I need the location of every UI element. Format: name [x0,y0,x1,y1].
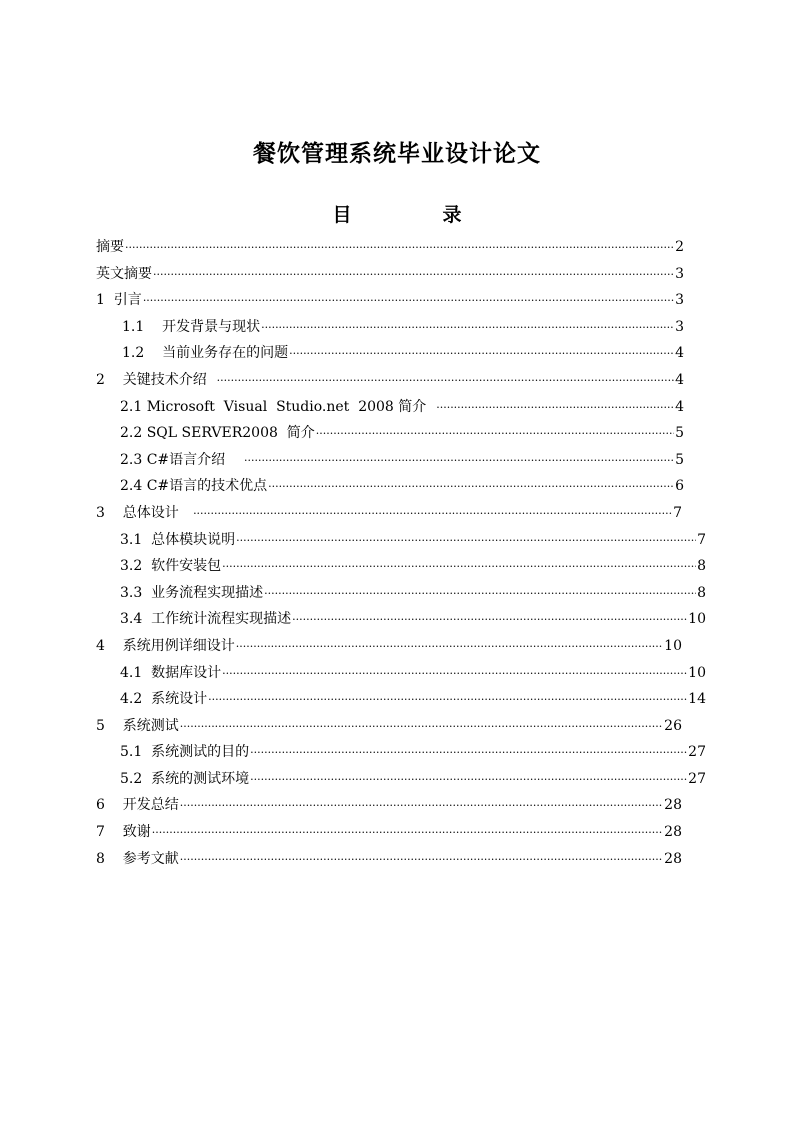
toc-entry [96,608,706,635]
toc-entry-label: 5.2 系统的测试环境 [120,770,250,787]
toc-dot-leader [222,667,687,680]
toc-entry-page-number: 5 [675,425,684,442]
toc-entry-page-number: 4 [675,345,684,362]
toc-entry-page-number: 27 [688,770,706,787]
toc-entry-page-number: 3 [675,265,684,282]
toc-entry-page-number: 10 [664,637,682,654]
toc-entry [96,662,706,689]
toc-dot-leader [264,587,696,600]
toc-entry [96,688,706,715]
toc-entry-label: 1 引言 [96,292,142,309]
toc-entry-page-number: 26 [664,717,682,734]
toc-dot-leader [153,268,674,281]
toc-entry [96,768,706,795]
toc-entry-label: 1.2 当前业务存在的问题 [122,345,289,362]
toc-entry [96,821,682,848]
toc-entry-label: 英文摘要 [96,265,152,282]
toc-entry-page-number: 8 [697,584,706,601]
toc-entry-label: 5.1 系统测试的目的 [120,744,250,761]
toc-entry [96,502,682,529]
toc-entry-label: 3.4 工作统计流程实现描述 [120,611,292,628]
toc-entry [96,848,682,875]
toc-dot-leader [222,560,696,573]
toc-entry [96,475,684,502]
toc-entry-page-number: 10 [688,611,706,628]
toc-entry [96,263,684,290]
toc-entry-label: 摘要 [96,239,124,255]
toc-dot-leader [268,480,674,493]
toc-entry [96,529,706,556]
document-title: 餐饮管理系统毕业设计论文 [253,140,541,167]
toc-dot-leader [289,347,674,360]
toc-dot-leader [143,294,674,307]
toc-dot-leader [217,374,674,387]
toc-entry-label: 2.4 C#语言的技术优点 [120,478,268,495]
toc-entry-label: 8 参考文献 [96,850,179,867]
toc-entry [96,635,682,662]
toc-entry-label: 4.1 数据库设计 [120,664,222,681]
toc-entry [96,555,706,582]
toc-dot-leader [180,720,663,733]
toc-entry [96,582,706,609]
toc-entry [96,449,684,476]
toc-dot-leader [250,773,687,786]
toc-dot-leader [193,507,672,520]
toc-entry-label: 7 致谢 [96,824,151,841]
toc-entry-label: 3.1 总体模块说明 [120,531,236,548]
toc-entry [96,236,684,263]
toc-entry-label: 6 开发总结 [96,797,179,814]
toc-entry-page-number: 3 [675,318,684,335]
toc-dot-leader [236,640,663,653]
toc-entry [96,316,684,343]
toc-dot-leader [152,826,663,839]
toc-entry-page-number: 27 [688,744,706,761]
table-of-contents [96,236,706,874]
toc-entry-page-number: 4 [675,371,684,388]
toc-entry [96,794,682,821]
toc-dot-leader [180,799,663,812]
toc-dot-leader [125,241,674,254]
toc-entry-label: 2.1 Microsoft Visual Studio.net 2008 简介 [120,398,436,415]
toc-entry-label: 1.1 开发背景与现状 [122,318,261,335]
toc-entry [96,741,706,768]
toc-entry-page-number: 6 [675,478,684,495]
toc-entry-page-number: 2 [675,239,684,255]
toc-entry-label: 4.2 系统设计 [120,691,208,708]
toc-entry-page-number: 28 [664,797,682,814]
toc-entry-page-number: 5 [675,451,684,468]
toc-entry-page-number: 8 [697,558,706,575]
toc-dot-leader [236,534,696,547]
toc-entry [96,396,684,423]
toc-dot-leader [292,613,687,626]
toc-entry-page-number: 10 [688,664,706,681]
toc-entry [96,369,684,396]
toc-dot-leader [436,401,674,414]
toc-entry-label: 2.3 C#语言介绍 [120,451,243,468]
toc-dot-leader [180,853,663,866]
toc-dot-leader [261,321,674,334]
toc-entry-page-number: 7 [673,504,682,521]
toc-entry-label: 3 总体设计 [96,504,193,521]
toc-entry [96,422,684,449]
toc-entry-page-number: 28 [664,850,682,867]
toc-dot-leader [208,693,687,706]
toc-heading: 目 录 [332,204,498,226]
toc-entry [96,342,684,369]
toc-entry-page-number: 28 [664,824,682,841]
toc-dot-leader [250,746,687,759]
toc-entry-label: 2.2 SQL SERVER2008 简介 [120,425,315,442]
toc-entry [96,289,684,316]
toc-entry-page-number: 14 [688,691,706,708]
toc-entry-page-number: 7 [697,531,706,548]
toc-dot-leader [244,454,674,467]
toc-entry-label: 3.2 软件安装包 [120,558,222,575]
toc-entry-label: 5 系统测试 [96,717,179,734]
toc-entry-label: 3.3 业务流程实现描述 [120,584,264,601]
toc-entry-page-number: 3 [675,292,684,309]
toc-dot-leader [316,427,674,440]
toc-entry-label: 2 关键技术介绍 [96,371,216,388]
toc-entry-label: 4 系统用例详细设计 [96,637,235,654]
toc-entry [96,715,682,742]
toc-entry-page-number: 4 [675,398,684,415]
